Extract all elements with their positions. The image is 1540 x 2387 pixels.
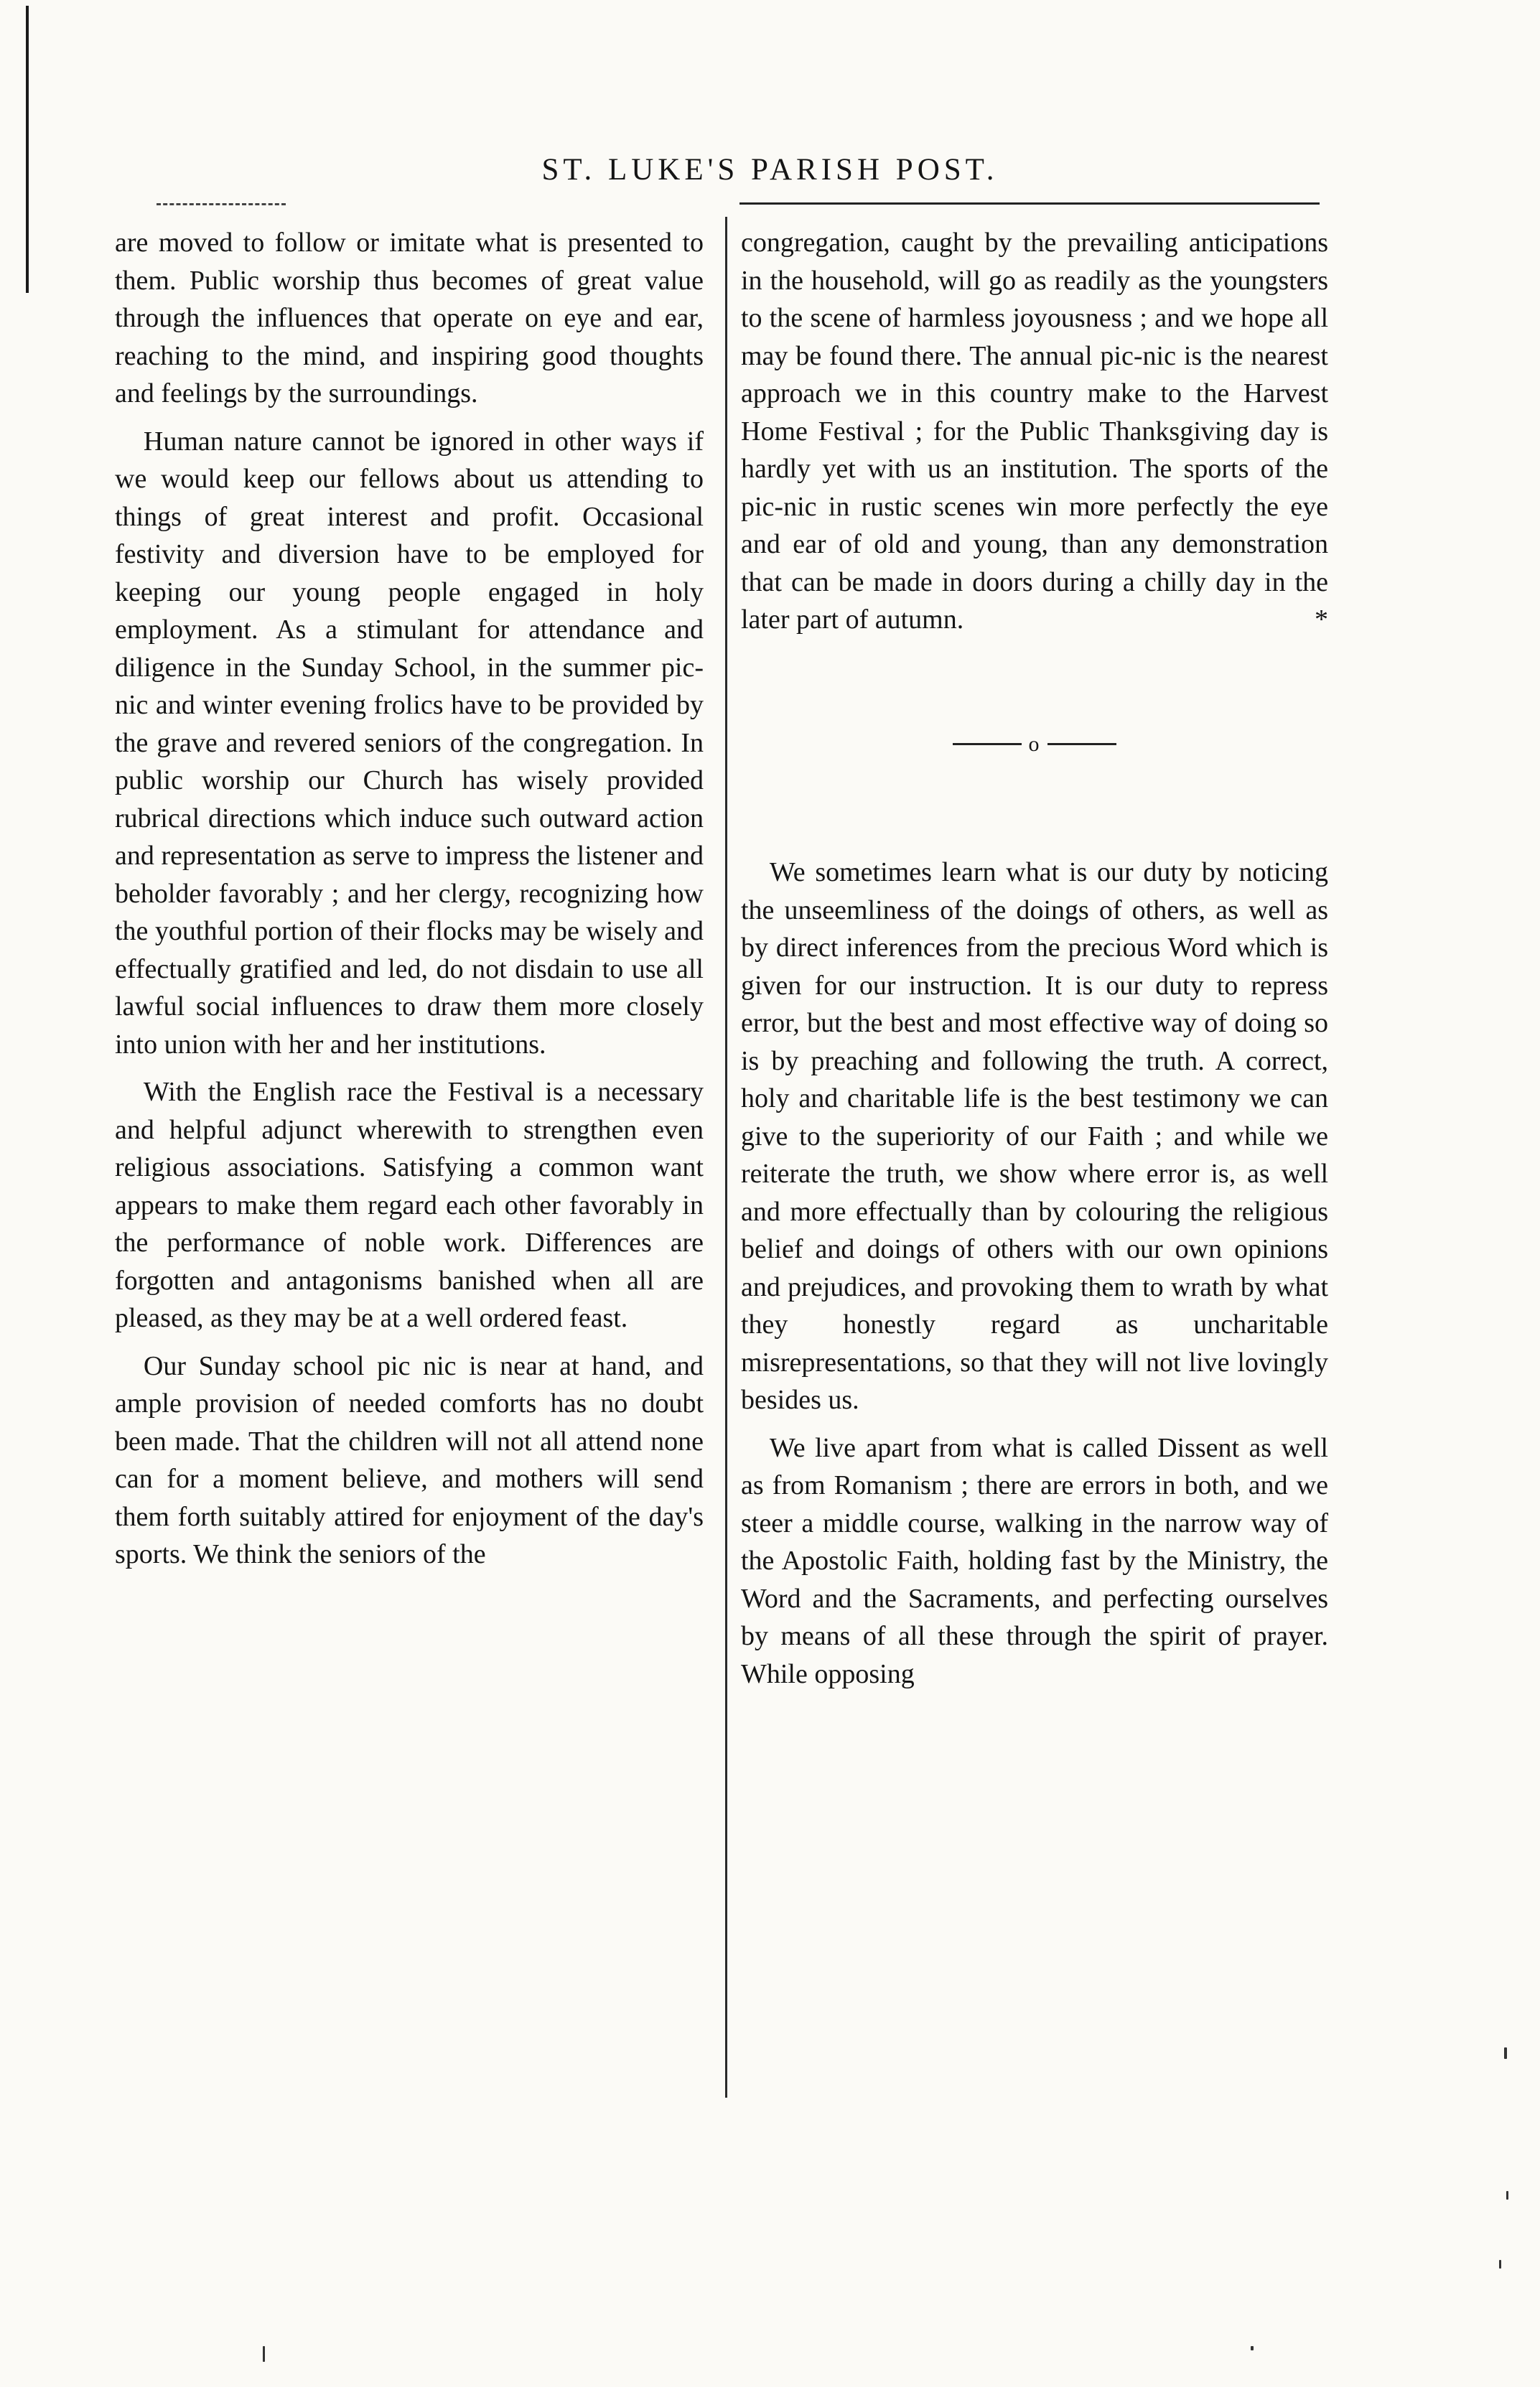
scan-edge-rule: [26, 6, 29, 293]
separator-ornament: o: [1028, 732, 1041, 756]
left-paragraph-human-nature: Human nature cannot be ignored in other ways if we would keep our fellows about us attending to things of great interest and profit. Occasional festivity and diversion have to be employed for keeping our young people engaged in holy employment. As a stimulant for attendance and diligence in the Sunday School, in the summer pic-nic and winter evening frolics have to be provided by the grave and revered seniors of the congregation. In public worship our Church has wisely provided rubrical directions which induce such outward action and representation as serve to impress the listener and beholder favorably ; and her clergy, recognizing how the youthful portion of their flocks may be wisely and effectually gratified and led, do not disdain to use all lawful social influences to draw them more closely into union with her and her institutions.: [115, 426, 704, 1060]
asterisk-end-mark: *: [1315, 604, 1328, 635]
separator-line-left: [953, 743, 1022, 745]
header-dash-rule: [157, 203, 286, 205]
right-paragraph-continued-text: congregation, caught by the prevailing anticipations in the household, will go as readily as the youngsters to the scene of harmless joyousness ; and we hope all may be found there. The annual pic-nic is the nearest approach we in this country make to the Harvest Home Festival ; for the Public Thanksgiving day is hardly yet with us an institution. The sports of the pic-nic in rustic scenes win more perfectly the eye and ear of old and young, than any demonstration that can be made in doors during a chilly day in the later part of autumn.: [741, 228, 1328, 635]
column-divider: [725, 217, 727, 2098]
left-paragraph-sunday-school: Our Sunday school pic nic is near at hand, and ample provision of needed comforts has no doubt been made. That the children will not all attend none can for a moment believe, and mothers will send them forth suitably attired for enjoyment of the day's sports. We think the seniors of the: [115, 1350, 704, 1569]
section-separator: [741, 724, 1328, 764]
left-paragraph-english-race: With the English race the Festival is a necessary and helpful adjunct wherewith to strengthen even religious associations. Satisfying a common want appears to make them regard each other favorably in the performance of noble work. Differences are forgotten and antagonisms banished when all are pleased, as they may be at a well ordered feast.: [115, 1077, 704, 1333]
page-header: ST. LUKE'S PARISH POST.: [541, 153, 999, 187]
right-paragraph-continued: [741, 224, 1328, 639]
right-paragraph-duty: We sometimes learn what is our duty by noticing the unseemliness of the doings of others, as well as by direct inferences from the precious Word which is given for our instruction. It is our duty to repress error, but the best and most effective way of doing so is by preaching and following the truth. A correct, holy and charitable life is the best testimony we can give to the superiority of our Faith ; and while we reiterate the truth, we show where error is, as well and more effectually than by colouring the religious belief and doings of others with our own opinions and prejudices, and provoking them to wrath by what they honestly regard as uncharitable misrepresentations, so that they will not live lovingly besides us.: [741, 857, 1328, 1415]
left-column: [115, 224, 704, 1574]
separator-line-right: [1047, 743, 1116, 745]
scan-speck: [263, 2346, 265, 2362]
scan-speck: [1504, 2047, 1507, 2059]
scan-speck: [1506, 2191, 1508, 2200]
header-rule: [739, 202, 1320, 205]
scan-speck: [1499, 2260, 1501, 2269]
right-column: [741, 224, 1328, 1693]
scan-speck: [1251, 2346, 1254, 2350]
left-paragraph-continued: are moved to follow or imitate what is presented to them. Public worship thus becomes of great value through the influences that operate on eye and ear, reaching to the mind, and inspiring good thoughts and feelings by the surroundings.: [115, 228, 704, 408]
right-paragraph-dissent: We live apart from what is called Dissent as well as from Romanism ; there are errors in both, and we steer a middle course, walking in the narrow way of the Apostolic Faith, holding fast by the Ministry, the Word and the Sacraments, and perfecting ourselves by means of all these through the spirit of prayer. While opposing: [741, 1432, 1328, 1689]
